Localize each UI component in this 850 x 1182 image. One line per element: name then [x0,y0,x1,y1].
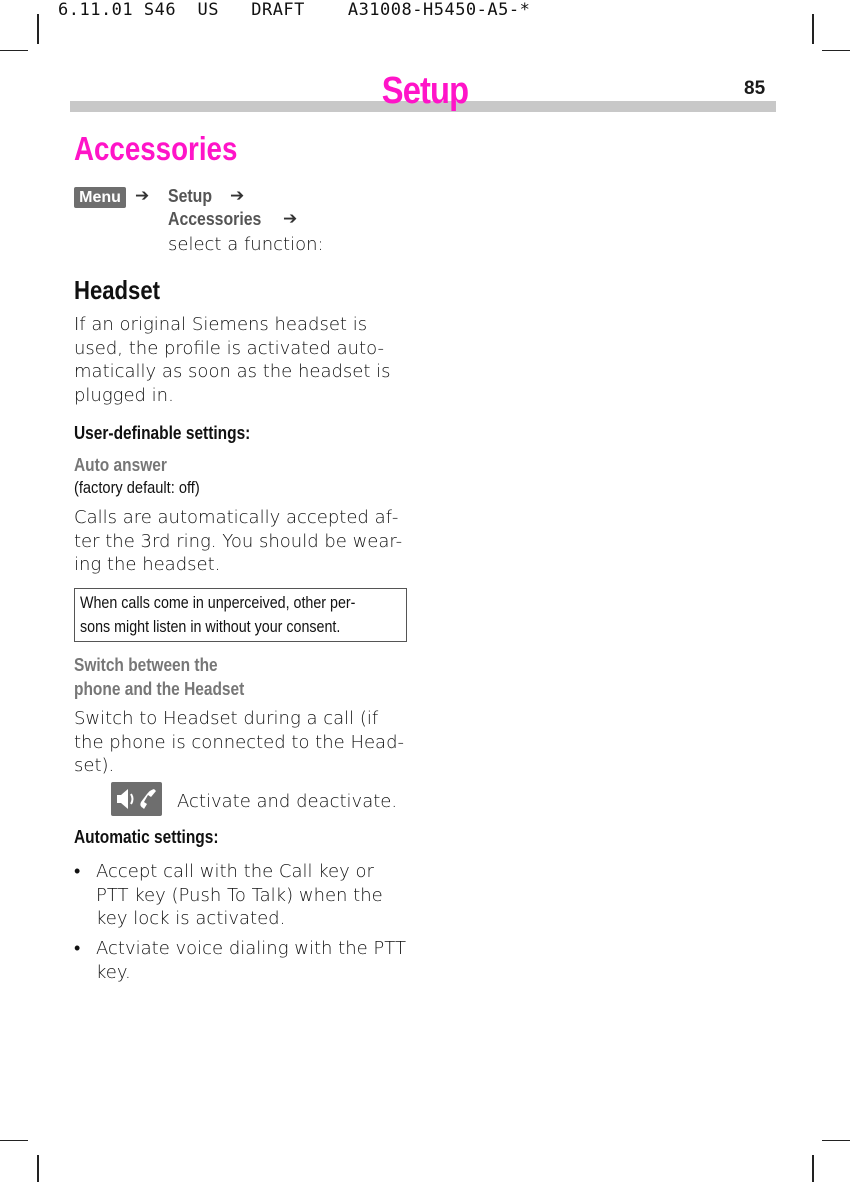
nav-step-select: select a function: [168,234,324,255]
text-line: phone and the Headset [74,679,245,699]
text-line: If an original Siemens headset is [74,314,368,335]
menu-key: Menu [74,187,126,208]
list-item [96,937,416,984]
arrow-right-icon: ➔ [283,209,298,229]
text-line: the phone is connected to the Head- [74,731,405,753]
text-line: matically as soon as the headset is [74,361,391,382]
crop-mark [812,1155,814,1182]
text-line: set). [74,755,115,776]
bullet-icon: • [74,938,81,959]
automatic-settings-heading: Automatic settings: [74,827,219,847]
crop-mark [0,1140,28,1141]
bullet-icon: • [74,861,81,882]
auto-answer-default: (factory default: off) [74,478,200,497]
switch-heading [74,653,244,701]
crop-mark [822,1140,850,1141]
section-title: Accessories [74,130,238,167]
list-item [96,860,416,931]
text-line: ter the 3rd ring. You should be wear- [74,530,403,552]
text-line: Calls are automatically accepted af- [74,507,399,528]
text-line: PTT key (Push To Talk) when the [96,884,383,906]
switch-text [74,707,419,778]
headset-heading: Headset [74,275,160,305]
page-number: 85 [744,78,766,99]
headset-intro [74,313,414,407]
text-line: When calls come in unperceived, other per- [80,593,356,612]
user-settings-heading: User-definable settings: [74,423,251,443]
crop-mark [812,14,814,44]
text-line: key lock is activated. [96,908,286,929]
crop-mark [37,14,39,44]
handsfree-key-icon [111,782,162,816]
text-line: ing the headset. [74,554,221,575]
auto-answer-heading: Auto answer [74,455,167,475]
text-line: Actviate voice dialing with the PTT [96,938,406,959]
nav-step-setup: Setup [168,186,213,206]
arrow-right-icon: ➔ [230,186,245,206]
text-line: sons might listen in without your consent. [80,617,341,636]
crop-mark [822,50,850,51]
handsfree-key-action: Activate and deactivate. [177,791,398,812]
nav-step-accessories: Accessories [168,209,262,229]
text-line: key. [96,961,131,983]
auto-answer-text [74,506,419,577]
arrow-right-icon: ➔ [135,186,150,206]
text-line: Switch between the [74,655,218,675]
draft-line: 6.11.01 S46 US DRAFT A31008-H5450-A5-* [58,0,531,20]
page-title: Setup [381,70,469,112]
text-line: Accept call with the Call key or [96,861,374,882]
crop-mark [0,50,28,51]
text-line: plugged in. [74,384,174,406]
text-line: used, the profile is activated auto- [74,337,384,359]
crop-mark [37,1155,39,1182]
text-line: Switch to Headset during a call (if [74,708,379,729]
notice-text [80,591,408,639]
